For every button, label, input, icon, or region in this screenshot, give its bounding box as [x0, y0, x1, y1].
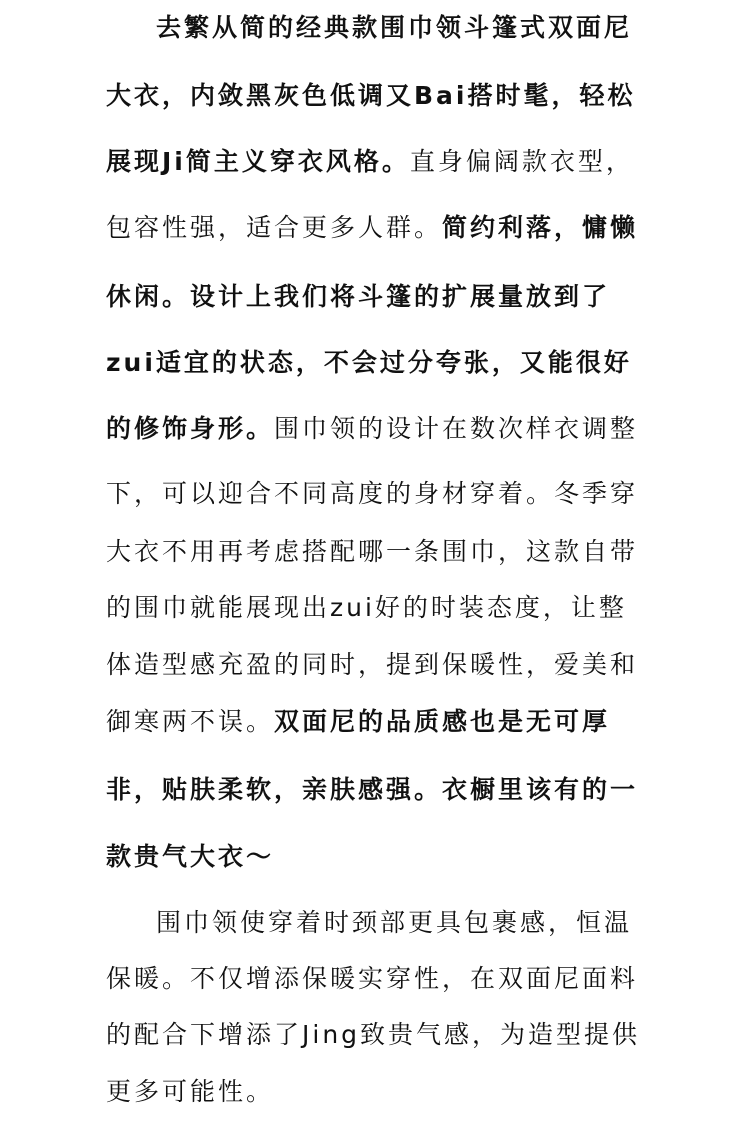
text-segment: 围巾领的设计在数次样衣调整	[274, 414, 639, 443]
text-line	[106, 840, 750, 874]
text-line	[106, 346, 750, 380]
text-segment: 御寒两不误。	[106, 707, 275, 736]
text-segment: 款贵气大衣～	[106, 842, 275, 871]
text-line	[106, 535, 750, 569]
text-segment: 的修饰身形。	[106, 414, 275, 443]
text-line	[106, 591, 750, 625]
text-segment: 大衣不用再考虑搭配哪一条围巾，这款自带	[106, 537, 639, 566]
text-line	[106, 705, 750, 739]
text-segment: 休闲。设计上我们将斗篷的扩展量放到了	[106, 282, 611, 311]
text-segment: 去繁从简的经典款围巾领斗篷式双面尼	[156, 13, 633, 42]
text-line	[106, 648, 750, 682]
text-line	[106, 962, 750, 996]
text-line	[106, 145, 750, 179]
text-segment: 包容性强，适合更多人群。	[106, 213, 443, 242]
text-segment: 保暖。不仅增添保暖实穿性，在双面尼面料	[106, 964, 639, 993]
text-line	[106, 280, 750, 314]
text-line	[156, 11, 750, 45]
text-line	[106, 412, 750, 446]
text-line	[106, 211, 750, 245]
text-segment: 展现Ji简主义穿衣风格。	[106, 147, 410, 176]
text-segment: 简约利落，慵懒	[442, 213, 639, 242]
text-segment: 非，贴肤柔软，亲肤感强。衣橱里该有的一	[106, 775, 639, 804]
text-line	[106, 773, 750, 807]
text-segment: zui适宜的状态，不会过分夸张，又能很好	[106, 348, 632, 377]
text-line	[106, 1018, 750, 1052]
text-segment: 更多可能性。	[106, 1077, 275, 1106]
text-segment: 大衣，内敛黑灰色低调又Bai搭时髦，轻松	[106, 81, 636, 110]
text-segment: 的围巾就能展现出zui好的时装态度，让整	[106, 593, 627, 622]
text-segment: 的配合下增添了Jing致贵气感，为造型提供	[106, 1020, 641, 1049]
text-line	[106, 1075, 750, 1109]
text-segment: 围巾领使穿着时颈部更具包裹感，恒温	[156, 908, 633, 937]
text-line	[106, 477, 750, 511]
text-line	[156, 906, 750, 940]
text-segment: 下，可以迎合不同高度的身材穿着。冬季穿	[106, 479, 639, 508]
text-segment: 体造型感充盈的同时，提到保暖性，爱美和	[106, 650, 639, 679]
text-line	[106, 79, 750, 113]
text-segment: 双面尼的品质感也是无可厚	[274, 707, 611, 736]
text-segment: 直身偏阔款衣型，	[409, 147, 634, 176]
